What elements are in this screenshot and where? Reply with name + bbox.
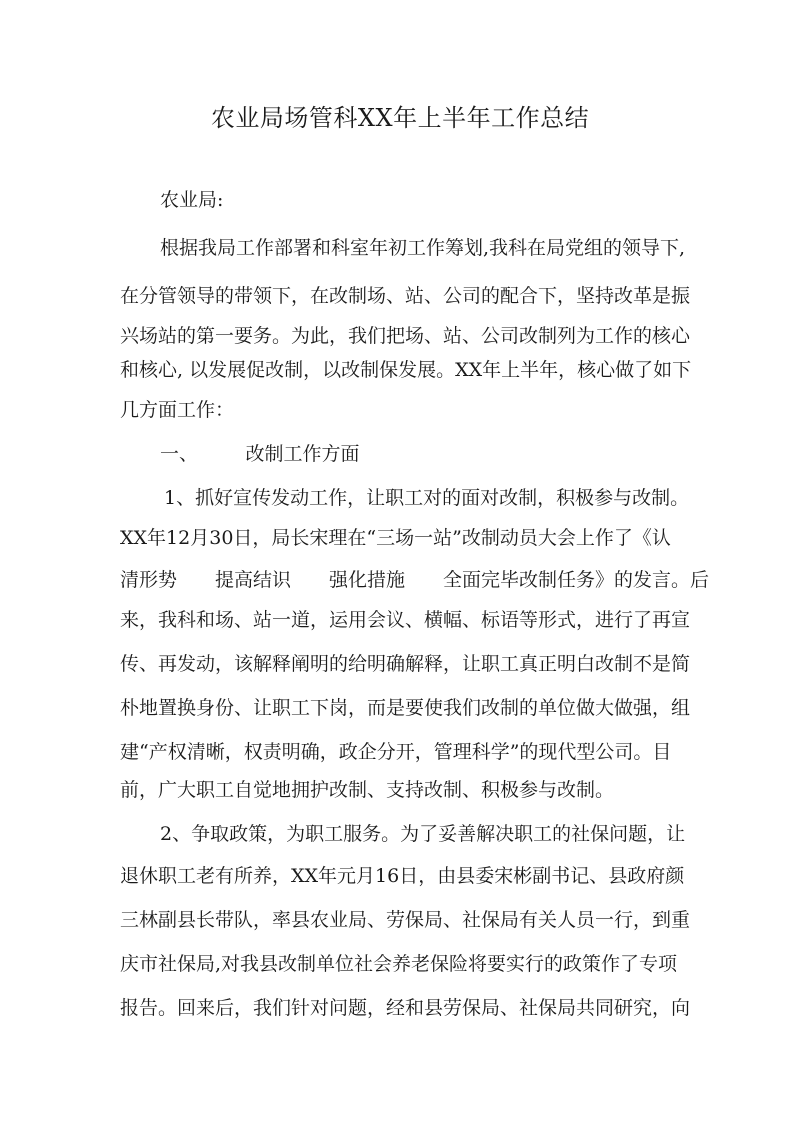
- paragraph-line: 朴地置换身份、让职工下岗，而是要使我们改制的单位做大做强，组: [120, 697, 691, 719]
- paragraph-line: 和核心, 以发展促改制，以改制保发展。XX年上半年，核心做了如下: [120, 359, 692, 381]
- paragraph-line: 清形势 提高结识 强化措施 全面完毕改制任务》的发言。后: [120, 569, 710, 591]
- paragraph-line: XX年12月30日，局长宋理在“三场一站”改制动员大会上作了《认: [120, 527, 671, 549]
- paragraph-line: 1、抓好宣传发动工作，让职工对的面对改制，积极参与改制。: [164, 487, 690, 509]
- paragraph-line: 来，我科和场、站一道，运用会议、横幅、标语等形式，进行了再宣: [120, 609, 691, 631]
- paragraph-line: 退休职工老有所养，XX年元月16日，由县委宋彬副书记、县政府颜: [120, 865, 685, 887]
- paragraph-line: 兴场站的第一要务。为此，我们把场、站、公司改制列为工作的核心: [120, 325, 691, 347]
- paragraph-line: 几方面工作：: [120, 399, 235, 421]
- salutation: 农业局:: [160, 189, 224, 211]
- paragraph-line: 报告。回来后，我们针对问题，经和县劳保局、社保局共同研究，向: [120, 997, 691, 1019]
- paragraph-line: 三林副县长带队，率县农业局、劳保局、社保局有关人员一行，到重: [120, 909, 691, 931]
- paragraph-line: 建“产权清晰，权责明确，政企分开，管理科学”的现代型公司。目: [120, 741, 672, 763]
- paragraph-line: 传、再发动，该解释阐明的给明确解释，让职工真正明白改制不是简: [120, 653, 691, 675]
- paragraph-line: 庆市社保局,对我县改制单位社会养老保险将要实行的政策作了专项: [120, 953, 678, 975]
- paragraph-line: 根据我局工作部署和科室年初工作筹划,我科在局党组的领导下,: [160, 237, 686, 259]
- paragraph-line: 2、争取政策，为职工服务。为了妥善解决职工的社保问题，让: [160, 823, 686, 845]
- document-title: 农业局场管科XX年上半年工作总结: [210, 104, 590, 132]
- section-heading: 一、 改制工作方面: [160, 443, 360, 465]
- paragraph-line: 在分管领导的带领下，在改制场、站、公司的配合下，坚持改革是振: [120, 285, 691, 307]
- paragraph-line: 前，广大职工自觉地拥护改制、支持改制、积极参与改制。: [120, 779, 615, 801]
